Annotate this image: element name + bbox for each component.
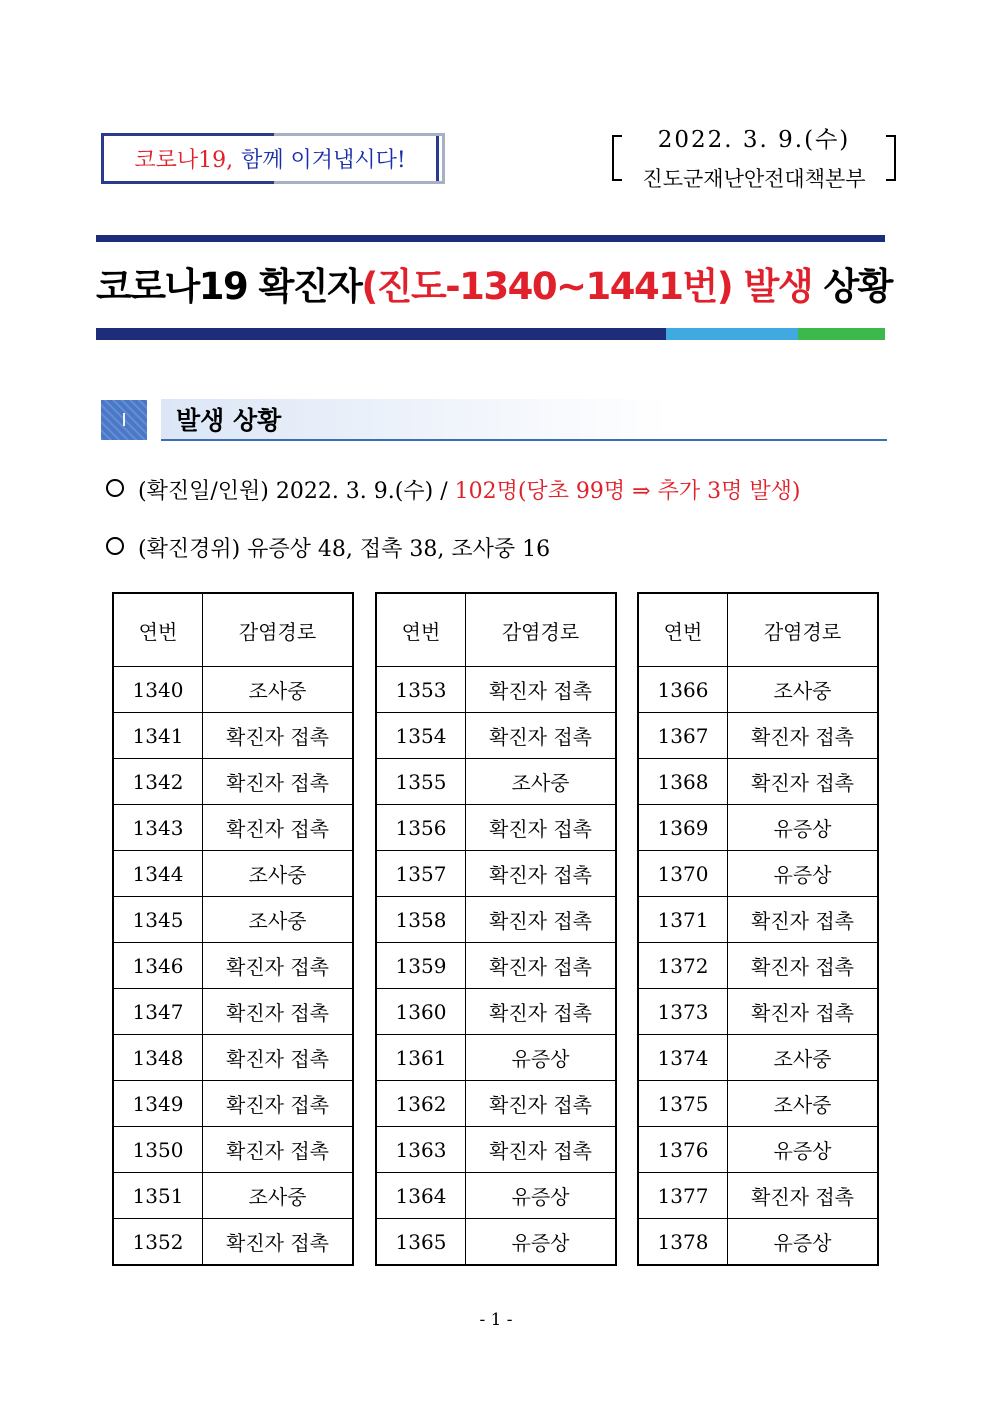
infection-route-cell: 유증상 [466, 1219, 617, 1266]
table-row [376, 851, 616, 897]
case-number-cell: 1368 [638, 759, 728, 805]
case-number-cell: 1371 [638, 897, 728, 943]
case-number-cell: 1372 [638, 943, 728, 989]
page-title [96, 256, 892, 310]
table-row [376, 943, 616, 989]
case-table-1 [112, 592, 354, 1266]
slogan-box [101, 133, 439, 184]
infection-route-cell: 확진자 접촉 [466, 713, 617, 759]
case-number-cell: 1341 [113, 713, 203, 759]
infection-route-cell: 확진자 접촉 [466, 805, 617, 851]
infection-route-cell: 확진자 접촉 [466, 897, 617, 943]
case-number-cell: 1352 [113, 1219, 203, 1266]
case-number-cell: 1355 [376, 759, 466, 805]
table-row [113, 851, 353, 897]
case-number-cell: 1347 [113, 989, 203, 1035]
infection-route-cell: 유증상 [728, 1219, 879, 1266]
infection-route-cell: 조사중 [203, 851, 354, 897]
title-bar-green-segment [798, 328, 885, 340]
table-row [376, 1127, 616, 1173]
infection-route-cell: 유증상 [466, 1035, 617, 1081]
title-bottom-bar [96, 328, 885, 340]
case-number-cell: 1346 [113, 943, 203, 989]
table-row [638, 989, 878, 1035]
infection-route-cell: 조사중 [203, 667, 354, 713]
table-row [113, 1081, 353, 1127]
case-number-cell: 1369 [638, 805, 728, 851]
table-row [113, 943, 353, 989]
case-number-cell: 1376 [638, 1127, 728, 1173]
bullet-circle-icon [106, 479, 124, 497]
table-row [638, 667, 878, 713]
case-number-cell: 1358 [376, 897, 466, 943]
header-no: 연번 [113, 593, 203, 667]
section-number: I [121, 409, 127, 431]
title-bar-blue-segment [666, 328, 798, 340]
table-row [113, 667, 353, 713]
infection-route-cell: 유증상 [728, 851, 879, 897]
infection-route-cell: 확진자 접촉 [203, 1081, 354, 1127]
infection-route-cell: 유증상 [728, 805, 879, 851]
case-number-cell: 1350 [113, 1127, 203, 1173]
case-number-cell: 1374 [638, 1035, 728, 1081]
bullet-label: (확진일/인원) 2022. 3. 9.(수) / [138, 479, 455, 504]
title-suffix: 상황 [812, 265, 892, 308]
case-number-cell: 1375 [638, 1081, 728, 1127]
table-row [376, 805, 616, 851]
infection-route-cell: 확진자 접촉 [203, 713, 354, 759]
infection-route-cell: 확진자 접촉 [728, 943, 879, 989]
case-number-cell: 1343 [113, 805, 203, 851]
infection-route-cell: 확진자 접촉 [203, 759, 354, 805]
issuing-org: 진도군재난안전대책본부 [642, 167, 866, 191]
table-row [113, 759, 353, 805]
table-row [113, 1219, 353, 1266]
infection-route-cell: 조사중 [203, 1173, 354, 1219]
infection-route-cell: 확진자 접촉 [466, 989, 617, 1035]
table-row [638, 1035, 878, 1081]
header-route: 감염경로 [728, 593, 879, 667]
case-number-cell: 1360 [376, 989, 466, 1035]
case-number-cell: 1345 [113, 897, 203, 943]
infection-route-cell: 확진자 접촉 [203, 989, 354, 1035]
infection-route-cell: 확진자 접촉 [728, 989, 879, 1035]
page-number: - 1 - [479, 1310, 513, 1330]
table-header-row [113, 593, 353, 667]
table-row [638, 1173, 878, 1219]
table-row [638, 897, 878, 943]
section-number-box [101, 400, 147, 440]
table-row [376, 897, 616, 943]
section-title-underline [161, 439, 887, 441]
infection-route-cell: 확진자 접촉 [203, 1035, 354, 1081]
case-number-cell: 1357 [376, 851, 466, 897]
case-number-cell: 1366 [638, 667, 728, 713]
slogan-text [104, 136, 436, 181]
infection-route-cell: 확진자 접촉 [466, 851, 617, 897]
table-header-row [376, 593, 616, 667]
table-row [376, 1035, 616, 1081]
infection-route-cell: 확진자 접촉 [466, 667, 617, 713]
bullet-highlight: 102명(당초 99명 ⇒ 추가 3명 발생) [454, 479, 801, 504]
infection-route-cell: 확진자 접촉 [728, 897, 879, 943]
infection-route-cell: 조사중 [466, 759, 617, 805]
infection-route-cell: 확진자 접촉 [728, 759, 879, 805]
infection-route-cell: 확진자 접촉 [728, 1173, 879, 1219]
table-row [376, 1081, 616, 1127]
table-row [113, 1173, 353, 1219]
case-number-cell: 1364 [376, 1173, 466, 1219]
infection-route-cell: 유증상 [466, 1173, 617, 1219]
infection-route-cell: 확진자 접촉 [203, 1219, 354, 1266]
slogan-blue-text: 함께 이겨냅시다! [241, 148, 406, 173]
infection-route-cell: 확진자 접촉 [203, 943, 354, 989]
case-number-cell: 1356 [376, 805, 466, 851]
case-number-cell: 1361 [376, 1035, 466, 1081]
bullet-circle-icon [106, 537, 124, 555]
infection-route-cell: 확진자 접촉 [466, 1127, 617, 1173]
case-number-cell: 1378 [638, 1219, 728, 1266]
infection-route-cell: 조사중 [728, 667, 879, 713]
table-row [113, 1127, 353, 1173]
case-number-cell: 1363 [376, 1127, 466, 1173]
case-number-cell: 1344 [113, 851, 203, 897]
infection-route-cell: 조사중 [728, 1035, 879, 1081]
table-row [638, 805, 878, 851]
title-prefix: 코로나19 확진자 [96, 265, 362, 308]
table-row [638, 713, 878, 759]
header-no: 연번 [376, 593, 466, 667]
title-highlight: (진도-1340~1441번) 발생 [361, 265, 813, 308]
infection-route-cell: 확진자 접촉 [728, 713, 879, 759]
bullet-route [106, 532, 550, 563]
table-row [113, 989, 353, 1035]
case-number-cell: 1340 [113, 667, 203, 713]
case-number-cell: 1349 [113, 1081, 203, 1127]
header-route: 감염경로 [466, 593, 617, 667]
case-number-cell: 1373 [638, 989, 728, 1035]
infection-route-cell: 유증상 [728, 1127, 879, 1173]
case-number-cell: 1367 [638, 713, 728, 759]
slogan-red-text: 코로나19, [134, 148, 234, 173]
case-number-cell: 1342 [113, 759, 203, 805]
header-no: 연번 [638, 593, 728, 667]
table-row [638, 1127, 878, 1173]
case-number-cell: 1377 [638, 1173, 728, 1219]
header-route: 감염경로 [203, 593, 354, 667]
case-number-cell: 1353 [376, 667, 466, 713]
table-row [638, 1219, 878, 1266]
infection-route-cell: 확진자 접촉 [203, 805, 354, 851]
table-row [376, 759, 616, 805]
title-bar-navy-segment [96, 328, 666, 340]
infection-route-cell: 확진자 접촉 [203, 1127, 354, 1173]
case-table-2 [375, 592, 617, 1266]
bullet-label: (확진경위) 유증상 48, 접촉 38, 조사중 16 [138, 537, 551, 562]
title-top-bar [96, 235, 885, 242]
case-number-cell: 1359 [376, 943, 466, 989]
table-row [376, 989, 616, 1035]
section-title: 발생 상황 [176, 406, 282, 435]
table-header-row [638, 593, 878, 667]
case-number-cell: 1354 [376, 713, 466, 759]
case-number-cell: 1362 [376, 1081, 466, 1127]
table-row [638, 1081, 878, 1127]
table-row [638, 851, 878, 897]
bullet-confirmed [106, 474, 800, 505]
table-row [376, 1219, 616, 1266]
case-number-cell: 1370 [638, 851, 728, 897]
table-row [638, 943, 878, 989]
table-row [376, 1173, 616, 1219]
table-row [113, 1035, 353, 1081]
report-date: 2022. 3. 9.(수) [657, 127, 851, 153]
table-row [376, 713, 616, 759]
table-row [113, 897, 353, 943]
infection-route-cell: 확진자 접촉 [466, 943, 617, 989]
infection-route-cell: 조사중 [203, 897, 354, 943]
infection-route-cell: 확진자 접촉 [466, 1081, 617, 1127]
case-table-3 [637, 592, 879, 1266]
table-row [113, 805, 353, 851]
case-number-cell: 1365 [376, 1219, 466, 1266]
table-row [638, 759, 878, 805]
infection-route-cell: 조사중 [728, 1081, 879, 1127]
case-number-cell: 1351 [113, 1173, 203, 1219]
date-org-block [612, 121, 896, 191]
case-number-cell: 1348 [113, 1035, 203, 1081]
table-row [113, 713, 353, 759]
table-row [376, 667, 616, 713]
